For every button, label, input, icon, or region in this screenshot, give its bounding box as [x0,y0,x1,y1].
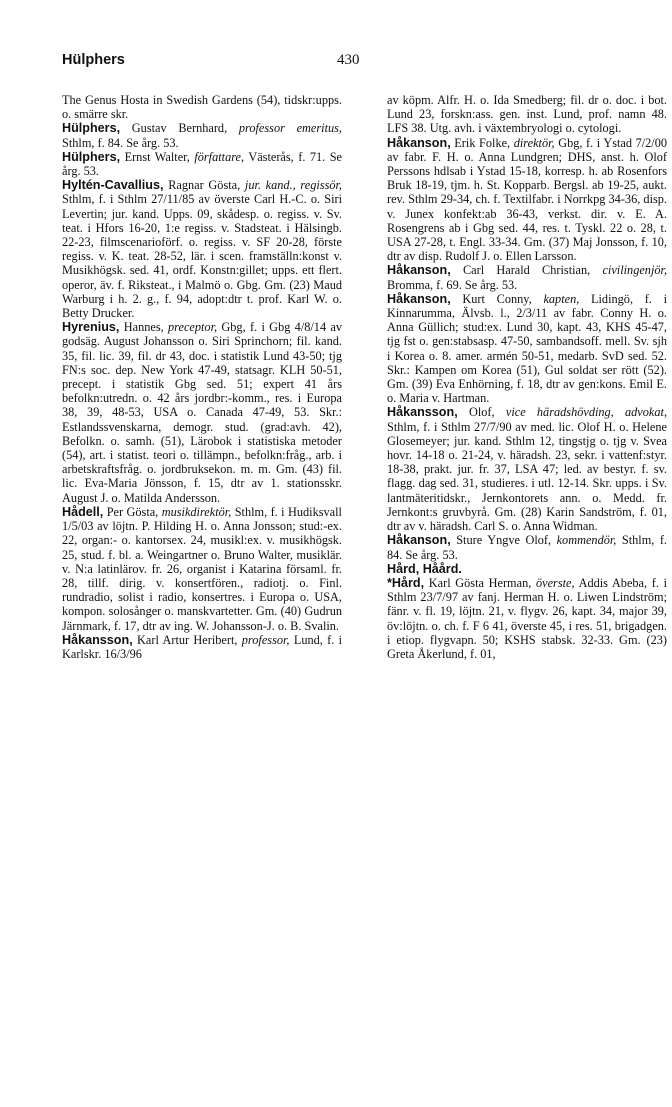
entry-surname: Håkanson, [387,263,451,278]
entry-given-names: Per Gösta, [106,504,159,519]
entry-surname: Håkansson, [387,405,458,420]
right-column [387,93,667,661]
entry-occupation: direktör, [513,135,555,150]
entry-occupation: musikdirektör, [161,504,232,519]
entry-occupation: författare, [194,149,245,164]
entry-given-names: Carl Harald Christian, [462,263,591,278]
biography-entry [387,263,667,291]
entry-text: Lidingö, f. i Kinnarumma, Älvsb. l., 2/3/11 av fabr. Conny H. o. Anna Güllich; stud:ex. Lund 30, kapt. 43, KHS 45-47, tjg fst o. gen:stabsasp. 47-50, sambandsoff. mell. Sv. sjh i Korea o. 8. amer. armén 50-51, medarb. SvD sed. 52. Skr.: Kampen om Korea (51), Gul soldat ser rött (52). Gm. (39) Eva Enhörning, f. 18, dtr av gen:kons. Emil E. o. Maria v. Hartman. [387,291,668,406]
entry-occupation: kapten, [543,291,580,306]
biography-entry [387,533,667,561]
biography-entry [387,576,667,661]
entry-occupation: vice häradshövding, advokat, [505,405,668,420]
page-header [62,52,646,72]
entry-given-names: Hannes, [123,320,164,335]
biography-entry [62,150,342,178]
entry-text: Gbg, f. i Ystad 7/2/00 av fabr. F. H. o. Anna Lundgren; DHS, anst. h. Olof Perssons hdlsab i Ystad 15-18, korresp. h. ab Rosenfors Bruk 18-19, tjm. h. St. Kopparb. Bergsl. ab 19-25, aukt. rev. Sthlm 29-34, ch. f. Textilfabr. i Norrkpg 34-36, disp. v. Junex konfekt:ab 36-43, verkst. dir. v. E. A. Rosengrens ab i Gbg sed. 44, res. t. Tyskl. 22 o. 28, t. USA 27-28, t. Engl. 33-34. Gm. (37) Maj Jonsson, f. 10, dtr av disp. Rudolf J. o. Ellen Larsson. [387,135,668,264]
entry-surname: Hülphers, [62,121,121,136]
entry-text: Gbg, f. i Gbg 4/8/14 av godsäg. August Johansson o. Siri Sprinchorn; fil. kand. 35, fil. lic. 39, fil. dr 43, doc. i statistik Lund 43-50; tjg FN:s soc. dep. New York 47-49, statsagr. KLH 50-51, precept. i statistik Gbg sed. 51; expert 41 års befolkn:utredn. o. 42 års jordbr:-komm., res. i Europa 38, 39, 48-53, USA o. Canada 47-49, 53. Skr.: Estlandssvenskarna, demogr. stud. (grad:avh. 42), Befolkn. o. samh. (51), Lärobok i statistiska metoder (54), art. i statist. teori o. tillämpn., befolkn:fråg., arb. i arbetskraftsfråg. o. jordbruksekon. m. m. Gm. (43) fil. lic. Eva-Maria Jönsson, f. 15, dtr av 1. stationsskr. August J. o. Matilda Andersson. [62,320,343,505]
biography-entry [62,121,342,149]
biography-entry [62,633,342,661]
entry-given-names: Karl Gösta Herman, [428,575,532,590]
entry-occupation: professor emeritus, [238,121,342,136]
entry-occupation: kommendör, [556,533,617,548]
biography-entry [387,292,667,406]
page-number: 430 [337,52,360,68]
entry-occupation: överste, [535,575,575,590]
entry-surname: Hård, Håård. [387,561,462,576]
entry-text: Lund, f. i Karlskr. 16/3/96 [62,632,343,661]
entry-occupation: preceptor, [168,320,218,335]
entry-surname: Hyltén-Cavallius, [62,178,164,193]
entry-surname: *Hård, [387,575,425,590]
entry-occupation: civilingenjör, [602,263,668,278]
entry-surname: Hyrenius, [62,320,120,335]
entry-given-names: Sture Yngve Olof, [456,533,552,548]
left-column [62,93,342,661]
entry-continuation: av köpm. Alfr. H. o. Ida Smedberg; fil. dr o. doc. i bot. Lund 23, forskn:ass. gen. inst. Lund, prof. namn 48. LFS 38. Utg. avh. i växtembryologi o. cytologi. [387,93,667,136]
entry-text: Sthlm, f. 84. Se årg. 53. [387,533,667,562]
entry-text: Västerås, f. 71. Se årg. 53. [62,149,343,179]
entry-given-names: Karl Artur Heribert, [137,632,238,647]
biography-entry [62,320,342,505]
entry-given-names: Kurt Conny, [462,291,532,306]
entry-given-names: Gustav Bernhard, [131,121,228,136]
running-headword: Hülphers [62,52,125,68]
entry-given-names: Ragnar Gösta, [168,178,241,193]
entry-surname: Hådell, [62,504,104,519]
entry-occupation: professor, [241,632,290,647]
entry-occupation: jur. kand., regissör, [244,178,342,193]
biography-entry [387,405,667,533]
entry-surname: Håkansson, [62,632,133,647]
entry-text: Sthlm, f. i Sthlm 27/7/90 av med. lic. Olof H. o. Helene Glosemeyer; jur. kand. Sthlm 12, tingstjg o. tjg v. Svea hovr. 14-18 o. 21-24, v. häradsh. 23, sekr. i vattenf:styr. 18-38, prakt. jur. fr. 37, LSA 47; led. av bestyr. f. sv. flagg. dag sed. 31, studieres. i utl. 12-14. Skr. upps. i Sv. lantmäteritidskr., Jernkontorets ann. o. Medd. fr. Jernkont:s gruvbyrå. Gm. (28) Karin Sandström, f. 01, dtr av v. häradsh. Carl S. o. Anna Widman. [387,419,667,534]
entry-text: Bromma, f. 69. Se årg. 53. [387,277,518,292]
entry-text: Sthlm, f. i Hudiksvall 1/5/03 av löjtn. P. Hilding H. o. Anna Jonsson; stud:-ex. 22, organ:- o. kantorsex. 24, musikl:ex. v. musikhögsk. 25, stud. f. bl. a. Weingartner o. Bruno Walter, musiklär. v. N:a latinlärov. fr. 26, organist i Katarina församl. fr. 28, tillf. dirig. v. konsertfören., radiotj. o. Finl. rundradio, solist i radio, konsertres. i Europa o. USA, kompon. solosånger o. manskvartetter. Gm. (40) Gudrun Järnmark, f. 17, dtr av ing. W. Johansson-J. o. B. Svalin. [62,504,342,633]
entry-surname: Håkanson, [387,533,451,548]
entry-given-names: Olof, [468,405,495,420]
biography-entry [387,562,667,576]
entry-text: Sthlm, f. i Sthlm 27/11/85 av överste Carl H.-C. o. Siri Levertin; jur. kand. Upps. 09, skådesp. o. regiss. v. Sv. teat. i Hfors 16-20, 1:e regiss. v. Stadsteat. i Hälsingb. 22-23, filmscenarioförf. o. regiss. v. SF 20-28, förste regiss. v. K. teat. 28-52, lär. i scen. framställn:konst v. Musikhögsk. sed. 41, ordf. Konstn:gillet; upps. ett flert. operor, äv. f. Riksteat., i Malmö o. Gbg. Gm. (23) Maud Warburg i h. 2. g., f. 94, adopt:dtr t. prof. Karl W. o. Betty Drucker. [62,192,342,321]
entry-continuation: The Genus Hosta in Swedish Gardens (54), tidskr:upps. o. smärre skr. [62,93,342,122]
biography-entry [62,505,342,633]
entry-surname: Håkanson, [387,135,451,150]
entry-given-names: Erik Folke, [454,135,511,150]
entry-text: Addis Abeba, f. i Sthlm 23/7/97 av fanj. Herman H. o. Liwen Lindström; fänr. v. fl. 19, löjtn. 21, v. flygv. 26, kapt. 34, major 39, öv:löjtn. o. ch. f. F 6 41, överste 45, i res. 51, brigadgen. i etiop. flygvapn. 50; KSHS stabsk. 32-33. Gm. (23) Greta Åkerlund, f. 01, [387,575,667,661]
entry-text: Sthlm, f. 84. Se årg. 53. [62,135,179,150]
biography-entry [62,178,342,320]
biography-entry [387,136,667,264]
entry-surname: Håkanson, [387,291,451,306]
entry-surname: Hülphers, [62,149,121,164]
entry-given-names: Ernst Walter, [124,149,190,164]
